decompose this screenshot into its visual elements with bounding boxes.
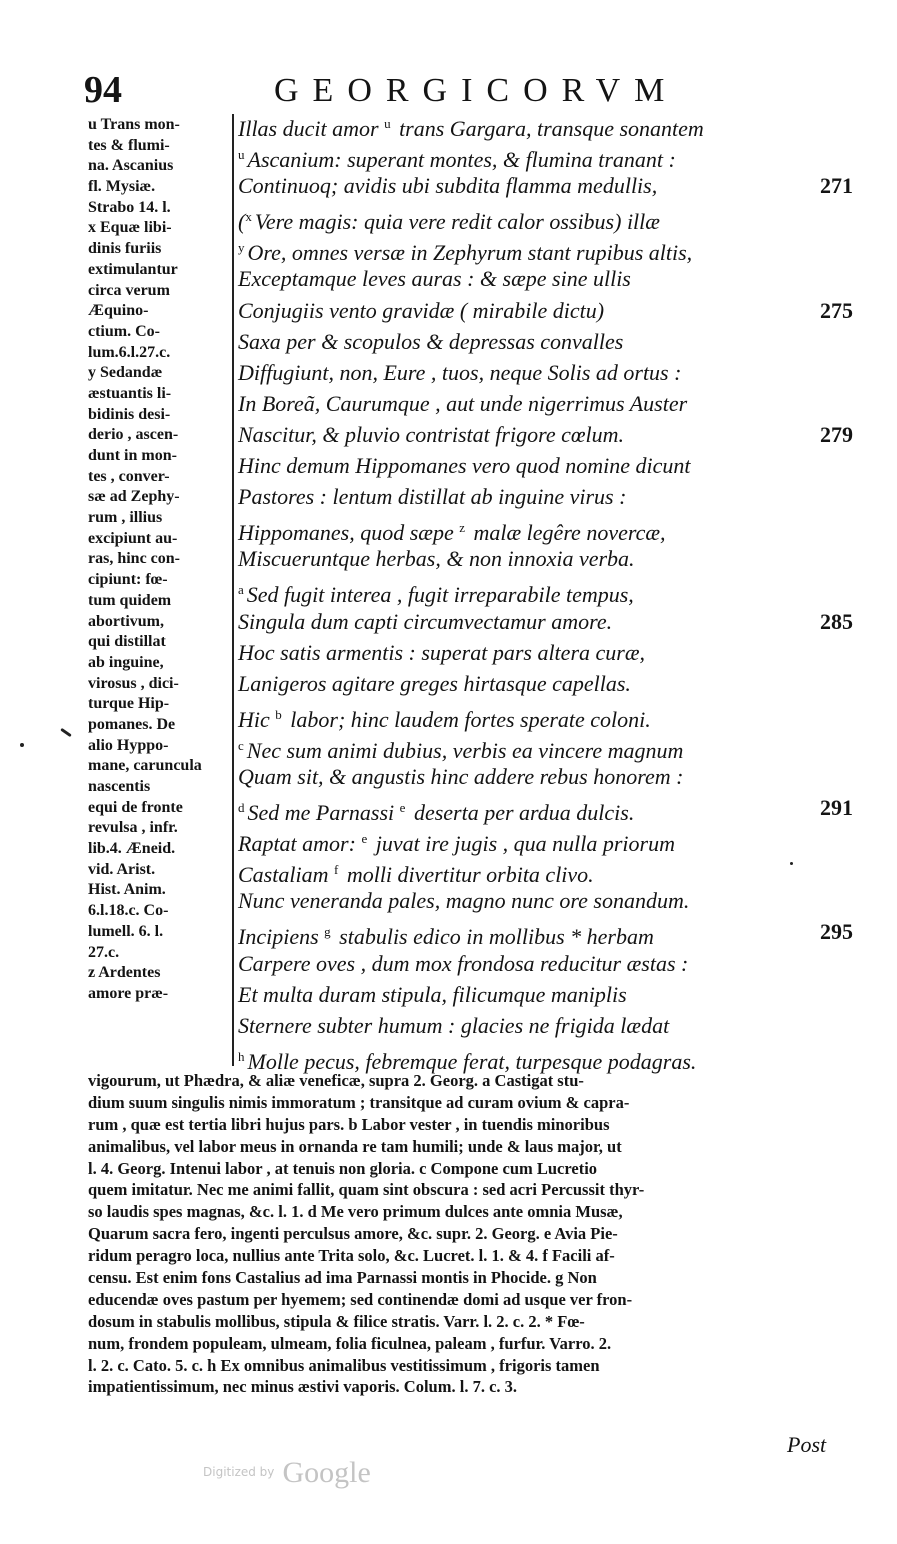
marginal-note-line: rum , illius — [88, 509, 163, 527]
verse-text: malæ legêre novercæ, — [468, 520, 666, 546]
line-number: 271 — [820, 173, 853, 199]
line-number: 285 — [820, 608, 853, 634]
digitized-footer — [203, 1456, 371, 1490]
verse-text: Molle pecus, febremque ferat, turpesque podagras. — [247, 1048, 697, 1074]
verse-text: Et multa duram stipula, filicumque maniplis — [238, 981, 627, 1007]
footnote-line: impatientissimum, nec minus æstivi vaporis. Colum. l. 7. c. 3. — [88, 1377, 518, 1397]
verse-line — [238, 263, 853, 294]
verse-line — [238, 450, 853, 481]
marginal-note-line: 6.l.18.c. Co- — [88, 902, 169, 920]
marginal-note-line: virosus , dici- — [88, 674, 179, 692]
marginal-note-line: mane, caruncula — [88, 757, 202, 775]
footnote-line: quem imitatur. Nec me animi fallit, quam sint obscura : sed acri Percussit thyr- — [88, 1180, 645, 1200]
verse-text: Incipiens — [238, 924, 325, 950]
marginal-note-line: lib.4. Æneid. — [88, 840, 176, 858]
verse-line — [238, 979, 853, 1010]
catchword: Post — [787, 1432, 827, 1457]
marginal-note-line: lumell. 6. l. — [88, 922, 164, 940]
marginal-note-line: amore præ- — [88, 984, 169, 1002]
verse-note-mark: u — [384, 116, 391, 131]
verse-note-mark: d — [238, 800, 245, 816]
marginal-note-line: abortivum, — [88, 612, 164, 630]
verse-line — [238, 792, 853, 826]
footnote-line: censu. Est enim fons Castalius ad ima Parnassi montis in Phocide. g Non — [88, 1268, 597, 1288]
verse-note-mark: e — [361, 831, 368, 847]
footnote-line: ridum peragro loca, nullius ante Trita solo, &c. Lucret. l. 1. & 4. f Facili af- — [88, 1246, 615, 1266]
verse-text: Raptat amor: — [238, 831, 362, 857]
verse-note-mark: z — [459, 520, 465, 536]
marginal-note-line: fl. Mysiæ. — [88, 178, 156, 196]
footnote-line: rum , quæ est tertia libri hujus pars. b Labor vester , in tuendis minoribus — [88, 1114, 610, 1134]
marginal-note-line: derio , ascen- — [88, 426, 179, 444]
verse-line — [238, 357, 853, 388]
marginal-note-line: circa verum — [88, 281, 170, 299]
verse-text: Lanigeros agitare greges hirtasque capellas. — [238, 670, 631, 696]
ink-speck — [60, 728, 72, 737]
verse-text: Nunc veneranda pales, magno nunc ore sonandum. — [238, 888, 690, 914]
marginal-note-line: 27.c. — [88, 943, 120, 961]
ink-speck — [20, 743, 24, 747]
verse-text: stabulis edico in mollibus * herbam — [333, 924, 654, 950]
verse-text: Conjugiis vento gravidæ ( mirabile dictu) — [238, 297, 605, 323]
verse-note-mark: e — [399, 800, 406, 816]
verse-line — [238, 139, 853, 173]
marginal-note-line: y Sedandæ — [88, 364, 163, 382]
verse-line — [238, 1041, 853, 1072]
verse-line — [238, 761, 853, 792]
verse-note-mark: c — [238, 737, 244, 753]
marginal-note-line: sæ ad Zephy- — [88, 488, 180, 506]
verse-block — [238, 108, 853, 1072]
footnote-line: vigourum, ut Phædra, & aliæ veneficæ, supra 2. Georg. a Castigat stu- — [88, 1071, 584, 1090]
verse-text: Illas ducit amor — [238, 116, 385, 141]
marginal-note-line: Æquino- — [88, 302, 149, 320]
verse-text: In Boreã, Caurumque , aut unde nigerrimus Auster — [238, 390, 688, 416]
marginal-note-line: alio Hyppo- — [88, 736, 169, 754]
verse-line — [238, 916, 853, 950]
verse-text: Exceptamque leves auras : & sæpe sine ullis — [238, 266, 631, 292]
verse-line — [238, 823, 853, 857]
verse-text: labor; hinc laudem fortes sperate coloni. — [284, 706, 651, 732]
marginal-note-line: turque Hip- — [88, 695, 170, 713]
line-number: 275 — [820, 297, 853, 323]
footnote-line: so laudis spes magnas, &c. l. 1. d Me vero primum dulces ante omnia Musæ, — [88, 1202, 623, 1222]
marginal-note-line: x Equæ libi- — [88, 219, 172, 237]
verse-text: Singula dum capti circumvectamur amore. — [238, 608, 613, 634]
footnotes-block — [88, 1070, 840, 1398]
marginal-note-line: equi de fronte — [88, 798, 183, 816]
verse-line — [238, 512, 853, 546]
verse-text: trans Gargara, transque sonantem — [393, 116, 704, 141]
marginal-note-line: tes & flumi- — [88, 136, 170, 154]
verse-text: Hoc satis armentis : superat pars altera curæ, — [238, 639, 645, 665]
verse-text: Pastores : lentum distillat ab inguine virus : — [238, 484, 627, 510]
footnote-line: l. 4. Georg. Intenui labor , at tenuis non gloria. c Compone cum Lucretio — [88, 1158, 598, 1178]
verse-text: Vere magis: quia vere redit calor ossibus) illæ — [254, 209, 660, 235]
marginal-note-line: Strabo 14. l. — [88, 198, 171, 216]
marginal-note-line: u Trans mon- — [88, 116, 180, 133]
marginal-note-line: ctium. Co- — [88, 322, 160, 340]
verse-line — [238, 388, 853, 419]
verse-line — [238, 637, 853, 668]
marginal-note-line: extimulantur — [88, 260, 178, 278]
marginal-note-line: Hist. Anim. — [88, 881, 166, 899]
marginal-note-line: cipiunt: fœ- — [88, 571, 168, 589]
footnote-line: dosum in stabulis mollibus, stipula & filice stratis. Varr. l. 2. c. 2. * Fœ- — [88, 1311, 585, 1331]
verse-text: Nascitur, & pluvio contristat frigore cœlum. — [238, 421, 625, 447]
marginal-note-line: pomanes. De — [88, 715, 176, 733]
verse-text: Castaliam — [238, 862, 334, 888]
page-number: 94 — [84, 69, 122, 111]
marginal-note-line: qui distillat — [88, 633, 166, 651]
verse-line — [238, 730, 853, 761]
marginal-note-line: bidinis desi- — [88, 405, 171, 423]
marginal-note-line: revulsa , infr. — [88, 819, 178, 837]
verse-text: ( — [238, 209, 246, 235]
marginal-note-line: nascentis — [88, 778, 151, 795]
verse-text: Ascanium: superant montes, & flumina tranant : — [247, 147, 676, 173]
verse-text: Hinc demum Hippomanes vero quod nomine dicunt — [238, 453, 691, 479]
verse-text: deserta per ardua dulcis. — [408, 800, 635, 826]
verse-line — [238, 948, 853, 979]
footnote-line: educendæ oves pastum per hyemem; sed continendæ domi ad usque ver fron- — [88, 1289, 633, 1309]
column-rule — [232, 114, 234, 1066]
verse-line — [238, 295, 853, 326]
verse-line — [238, 170, 853, 201]
verse-text: Hippomanes, quod sæpe — [238, 520, 460, 546]
verse-note-mark: f — [333, 862, 339, 878]
marginal-note-line: dunt in mon- — [88, 447, 177, 464]
verse-note-mark: a — [238, 582, 244, 598]
marginal-note-line: excipiunt au- — [88, 529, 178, 547]
verse-note-mark: x — [245, 209, 252, 225]
marginal-notes-column — [88, 115, 228, 1005]
verse-text: Carpere oves , dum mox frondosa reducitur æstas : — [238, 950, 689, 976]
marginal-note-line: tum quidem — [88, 591, 172, 609]
marginal-note-line: vid. Arist. — [88, 860, 156, 878]
line-number: 295 — [820, 919, 853, 945]
footnote-line: animalibus, vel labor meus in ornanda re tam humili; unde & laus major, ut — [88, 1136, 622, 1156]
verse-line — [238, 854, 853, 888]
footnote-line: Quarum sacra fero, ingenti perculsus amore, &c. supr. 2. Georg. e Avia Pie- — [88, 1224, 618, 1244]
running-title: GEORGICORVM — [274, 72, 679, 109]
marginal-note-line: ab inguine, — [88, 653, 164, 671]
verse-text: Continuoq; avidis ubi subdita flamma medullis, — [238, 173, 658, 199]
line-number: 279 — [820, 421, 853, 447]
marginal-note-line: tes , conver- — [88, 467, 170, 485]
verse-line — [238, 668, 853, 699]
verse-line — [238, 1010, 853, 1041]
verse-text: juvat ire jugis , qua nulla priorum — [370, 831, 675, 857]
verse-text: Diffugiunt, non, Eure , tuos, neque Solis ad ortus : — [238, 359, 682, 385]
marginal-note-line: æstuantis li- — [88, 384, 172, 402]
verse-line — [238, 419, 853, 450]
line-number: 291 — [820, 795, 853, 821]
verse-text: Sternere subter humum : glacies ne frigida lædat — [238, 1012, 670, 1038]
verse-note-mark: g — [324, 924, 331, 940]
verse-text: molli divertitur orbita clivo. — [341, 862, 594, 888]
verse-line — [238, 574, 853, 608]
verse-note-mark: b — [275, 706, 282, 722]
verse-text: Sed fugit interea , fugit irreparabile tempus, — [246, 582, 634, 608]
verse-line — [238, 232, 853, 266]
verse-line — [238, 326, 853, 357]
verse-note-mark: y — [238, 240, 245, 256]
verse-text: Nec sum animi dubius, verbis ea vincere magnum — [246, 737, 684, 763]
marginal-note-line: dinis furiis — [88, 240, 162, 258]
marginal-note-line: lum.6.l.27.c. — [88, 343, 171, 361]
verse-line — [238, 201, 853, 235]
verse-line — [238, 543, 853, 574]
page-header — [84, 62, 864, 112]
verse-text: Saxa per & scopulos & depressas convalles — [238, 328, 624, 354]
verse-text: Miscueruntque herbas, & non innoxia verba. — [238, 546, 635, 572]
digitized-by-label: Digitized by — [203, 1465, 275, 1479]
verse-text: Quam sit, & angustis hinc addere rebus honorem : — [238, 763, 684, 789]
verse-text: Sed me Parnassi — [247, 800, 400, 826]
verse-line — [238, 481, 853, 512]
footnote-line: l. 2. c. Cato. 5. c. h Ex omnibus animalibus vestitissimum , frigoris tamen — [88, 1355, 600, 1375]
verse-line — [238, 108, 853, 139]
verse-note-mark: h — [238, 1048, 245, 1064]
footnote-line: dium suum singulis nimis immoratum ; transitque ad curam ovium & capra- — [88, 1092, 630, 1112]
ink-speck — [790, 862, 793, 865]
marginal-note-line: na. Ascanius — [88, 157, 174, 175]
verse-line — [238, 885, 853, 916]
verse-text: Ore, omnes versæ in Zephyrum stant rupibus altis, — [247, 240, 693, 266]
marginal-note-line: z Ardentes — [88, 964, 161, 982]
verse-note-mark: u — [238, 147, 245, 163]
verse-text: Hic — [238, 706, 276, 732]
marginal-note-line: ras, hinc con- — [88, 550, 180, 568]
footnote-line: num, frondem populeam, ulmeam, folia ficulnea, paleam , furfur. Varro. 2. — [88, 1333, 612, 1353]
verse-line — [238, 699, 853, 730]
verse-line — [238, 606, 853, 637]
google-watermark: Google — [282, 1456, 371, 1489]
